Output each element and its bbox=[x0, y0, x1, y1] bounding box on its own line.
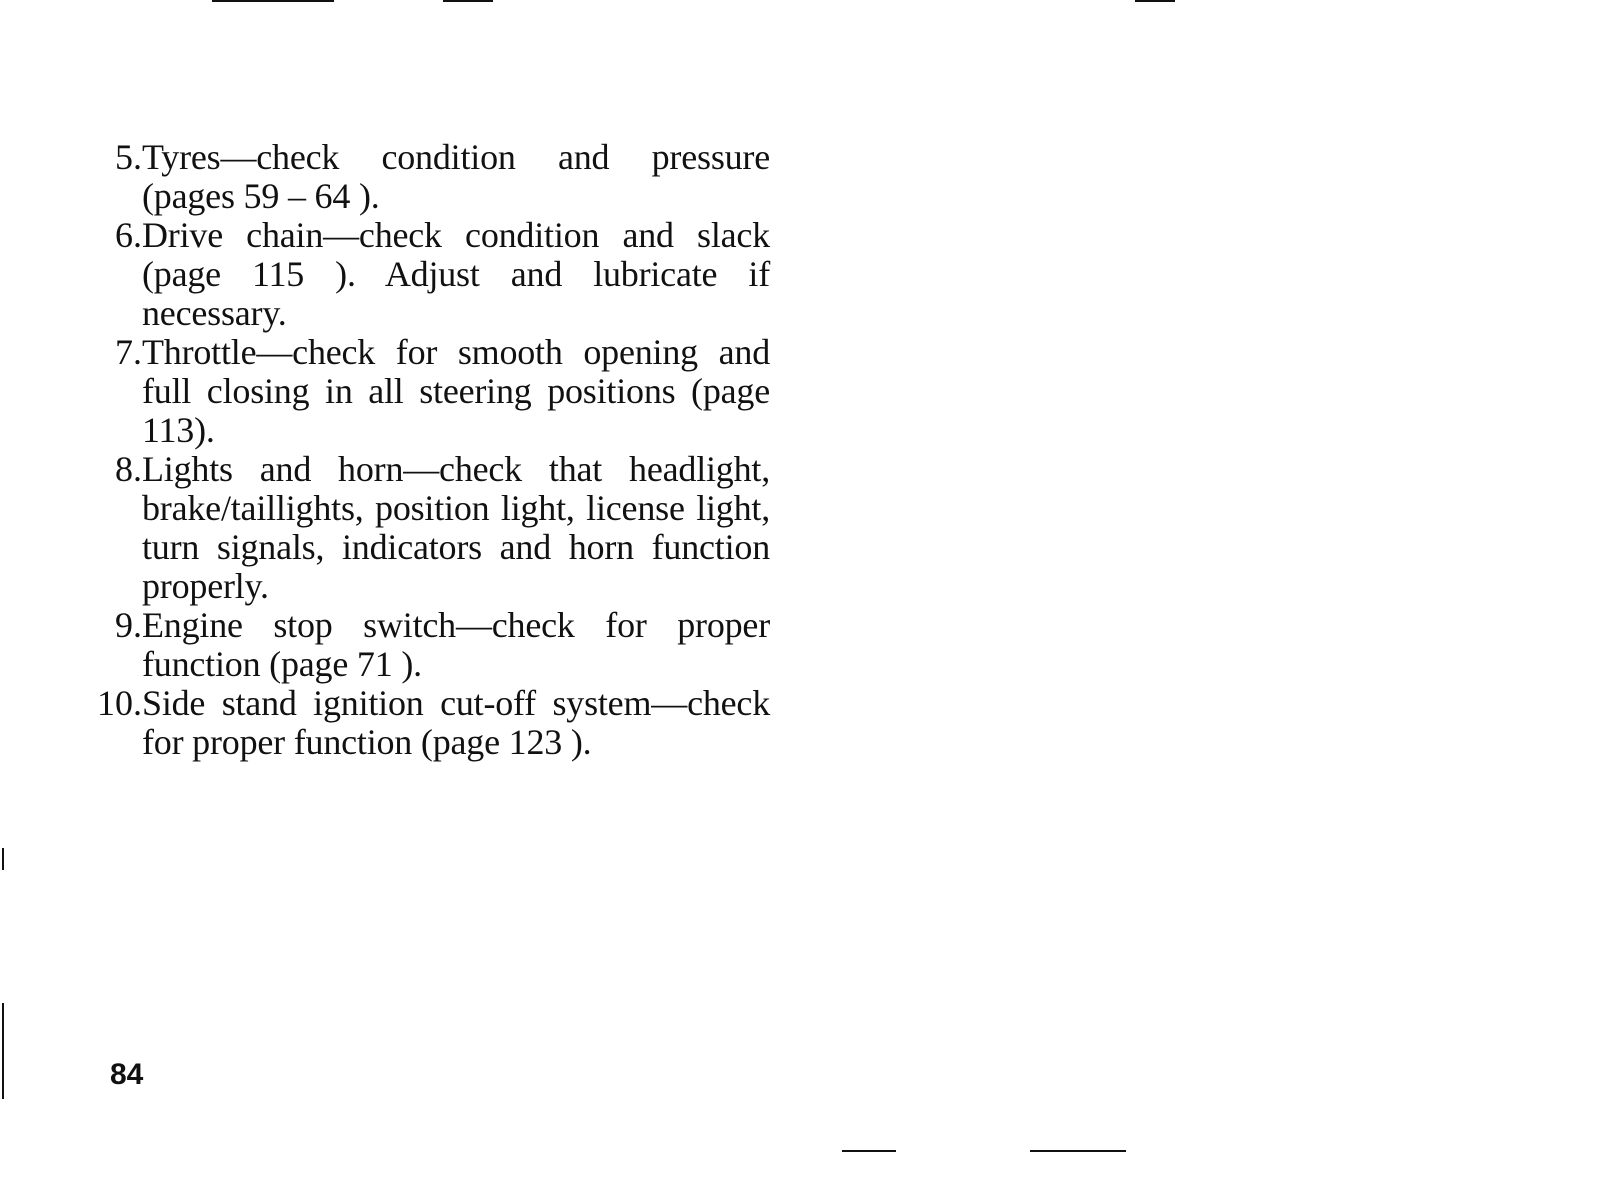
item-number: 7. bbox=[115, 332, 142, 372]
item-number: 9. bbox=[115, 605, 142, 645]
list-item bbox=[90, 606, 770, 684]
item-text: Engine stop switch—check for proper function (page 71 ). bbox=[142, 605, 770, 684]
item-text: Drive chain—check condition and slack (page 115 ). Adjust and lubricate if necessary. bbox=[142, 215, 770, 333]
list-item bbox=[90, 138, 770, 216]
scan-mark-top-1 bbox=[212, 0, 334, 2]
item-number: 5. bbox=[115, 137, 142, 177]
item-number: 8. bbox=[115, 449, 142, 489]
list-item bbox=[90, 450, 770, 606]
scan-mark-bottom-2 bbox=[1030, 1150, 1126, 1152]
scan-mark-top-3 bbox=[1135, 0, 1175, 2]
item-number: 10. bbox=[97, 683, 142, 723]
item-text: Throttle—check for smooth opening and full closing in all steering positions (page 113). bbox=[142, 332, 770, 450]
scan-mark-bottom-1 bbox=[842, 1150, 896, 1152]
item-text: Lights and horn—check that headlight, brake/taillights, position light, license light, turn signals, indicators and horn function properly. bbox=[142, 449, 770, 606]
scan-mark-top-2 bbox=[443, 0, 493, 2]
page-number: 84 bbox=[110, 1058, 144, 1091]
item-text: Side stand ignition cut-off system—check for proper function (page 123 ). bbox=[142, 683, 770, 762]
list-item bbox=[90, 333, 770, 450]
list-item bbox=[90, 684, 770, 762]
item-text: Tyres—check condition and pressure (pages 59 – 64 ). bbox=[142, 137, 770, 216]
scan-mark-left-2 bbox=[2, 1003, 4, 1099]
scan-mark-left-1 bbox=[2, 848, 4, 870]
inspection-checklist bbox=[90, 138, 770, 762]
list-item bbox=[90, 216, 770, 333]
item-number: 6. bbox=[115, 215, 142, 255]
